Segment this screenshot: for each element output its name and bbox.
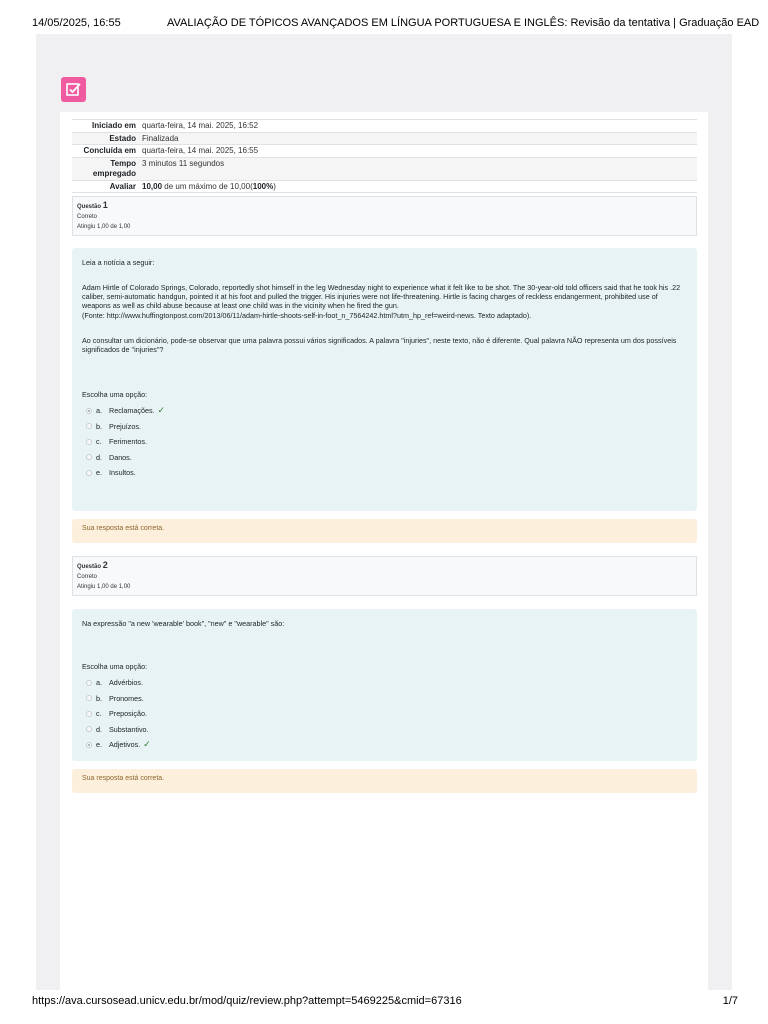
answer-option[interactable] xyxy=(82,465,687,481)
option-text: Ferimentos. xyxy=(109,437,147,447)
question-formulation xyxy=(72,248,697,511)
summary-row-time-taken xyxy=(72,157,697,180)
option-text: Prejuízos. xyxy=(109,421,141,431)
attempt-summary xyxy=(72,119,697,193)
answer-option[interactable] xyxy=(82,722,687,738)
question-prefix: Questão xyxy=(77,564,102,570)
check-icon: ✓ xyxy=(157,405,166,416)
question-num: 1 xyxy=(102,200,108,210)
option-text: Substantivo. xyxy=(109,724,149,734)
question-prefix: Questão xyxy=(77,204,102,210)
print-page-number: 1/7 xyxy=(722,995,738,1007)
radio-button[interactable] xyxy=(86,423,92,429)
summary-row-state xyxy=(72,132,697,145)
print-url[interactable]: https://ava.cursosead.unicv.edu.br/mod/quiz/review.php?attempt=5469225&cmid=67316 xyxy=(32,995,462,1007)
answer-options xyxy=(82,675,687,753)
feedback-correct: Sua resposta está correta. xyxy=(72,519,697,543)
question-prompt: Ao consultar um dicionário, pode-se observar que uma palavra possui vários significados. A palavra "injuries", neste texto, não é diferente. Qual palavra NÃO representa um dos possíveis significados de "injuries"? xyxy=(82,336,677,354)
radio-button[interactable] xyxy=(86,470,92,476)
option-text: Advérbios. xyxy=(109,678,143,688)
answer-option[interactable] xyxy=(82,675,687,691)
option-letter: b. xyxy=(96,693,102,703)
option-letter: e. xyxy=(96,740,102,750)
question-source: (Fonte: http://www.huffingtonpost.com/2013/06/11/adam-hirtle-shoots-self-in-foot_n_7564242.html?utm_hp_ref=weird-news. Texto adaptado). xyxy=(82,311,532,320)
option-text: Preposição. xyxy=(109,709,147,719)
print-date: 14/05/2025, 16:55 xyxy=(32,17,121,29)
summary-value: quarta-feira, 14 mai. 2025, 16:55 xyxy=(142,146,259,155)
radio-button[interactable] xyxy=(86,742,92,748)
question-info xyxy=(72,556,697,596)
summary-row-started xyxy=(72,119,697,132)
option-letter: d. xyxy=(96,724,102,734)
summary-value: quarta-feira, 14 mai. 2025, 16:52 xyxy=(142,121,259,130)
option-text: Insultos. xyxy=(109,468,136,478)
question-num: 2 xyxy=(102,560,108,570)
grade-value: 10,00 xyxy=(142,181,163,191)
question-mark: Atingiu 1,00 de 1,00 xyxy=(77,224,131,230)
summary-label: Concluída em xyxy=(83,146,136,155)
question-info xyxy=(72,196,697,236)
answer-option[interactable] xyxy=(82,737,687,753)
option-letter: c. xyxy=(96,709,102,719)
radio-button[interactable] xyxy=(86,695,92,701)
choose-label: Escolha uma opção: xyxy=(82,662,148,671)
option-letter: a. xyxy=(96,678,102,688)
choose-label: Escolha uma opção: xyxy=(82,390,148,399)
option-text: Adjetivos. xyxy=(109,740,141,750)
option-text: Danos. xyxy=(109,452,132,462)
review-card xyxy=(60,112,708,990)
summary-label: Tempo empregado xyxy=(92,158,136,178)
print-header xyxy=(0,0,768,34)
option-letter: b. xyxy=(96,421,102,431)
option-letter: c. xyxy=(96,437,102,447)
radio-button[interactable] xyxy=(86,408,92,414)
radio-button[interactable] xyxy=(86,439,92,445)
option-text: Reclamações. xyxy=(109,406,155,416)
question-prompt: Na expressão "a new 'wearable' book", "new" e "wearable" são: xyxy=(82,619,285,628)
answer-option[interactable] xyxy=(82,419,687,435)
question-intro: Leia a notícia a seguir: xyxy=(82,258,155,267)
summary-row-completed xyxy=(72,144,697,157)
radio-button[interactable] xyxy=(86,726,92,732)
option-letter: e. xyxy=(96,468,102,478)
radio-button[interactable] xyxy=(86,454,92,460)
question-status: Correto xyxy=(77,574,98,580)
summary-value: Finalizada xyxy=(142,133,179,143)
question-status: Correto xyxy=(77,214,98,220)
summary-label: Iniciado em xyxy=(91,121,136,130)
summary-grade xyxy=(142,182,697,193)
summary-value: 3 minutos 11 segundos xyxy=(142,158,225,168)
answer-option[interactable] xyxy=(82,706,687,722)
grade-percent: 100% xyxy=(252,181,274,191)
question-text: Adam Hirtle of Colorado Springs, Colorado, reportedly shot himself in the leg Wednesday night to experience what it felt like to be shot. The 30-year-old told officers said that he took his .22 caliber, semi-automatic handgun, pointed it at his foot and pulled the trigger. His injuries were not life-threatening. Hirtle is facing charges of reckless endangerment, prohibited use of weapons as well as child abuse because at least one child was in the vicinity when he fired the gun. xyxy=(82,283,681,310)
radio-button[interactable] xyxy=(86,680,92,686)
check-icon: ✓ xyxy=(143,739,151,750)
answer-option[interactable] xyxy=(82,403,687,419)
answer-option[interactable] xyxy=(82,450,687,466)
grade-max-text: de um máximo de 10,00( xyxy=(162,181,253,191)
summary-row-grade xyxy=(72,180,697,194)
question-number xyxy=(77,200,692,212)
question-formulation xyxy=(72,609,697,761)
option-letter: a. xyxy=(96,406,102,416)
option-text: Pronomes. xyxy=(109,693,144,703)
option-letter: d. xyxy=(96,452,102,462)
question-number xyxy=(77,560,692,572)
print-title: AVALIAÇÃO DE TÓPICOS AVANÇADOS EM LÍNGUA PORTUGUESA E INGLÊS: Revisão da tentativa | Graduação EAD xyxy=(167,17,760,29)
question-mark: Atingiu 1,00 de 1,00 xyxy=(77,584,131,590)
radio-button[interactable] xyxy=(86,711,92,717)
grade-close-paren: ) xyxy=(273,181,276,191)
answer-option[interactable] xyxy=(82,691,687,707)
quiz-icon xyxy=(61,77,86,102)
summary-label: Estado xyxy=(109,133,136,143)
summary-label: Avaliar xyxy=(109,181,136,191)
answer-options xyxy=(82,403,687,481)
answer-option[interactable] xyxy=(82,434,687,450)
print-footer xyxy=(0,994,768,1014)
feedback-correct: Sua resposta está correta. xyxy=(72,769,697,793)
